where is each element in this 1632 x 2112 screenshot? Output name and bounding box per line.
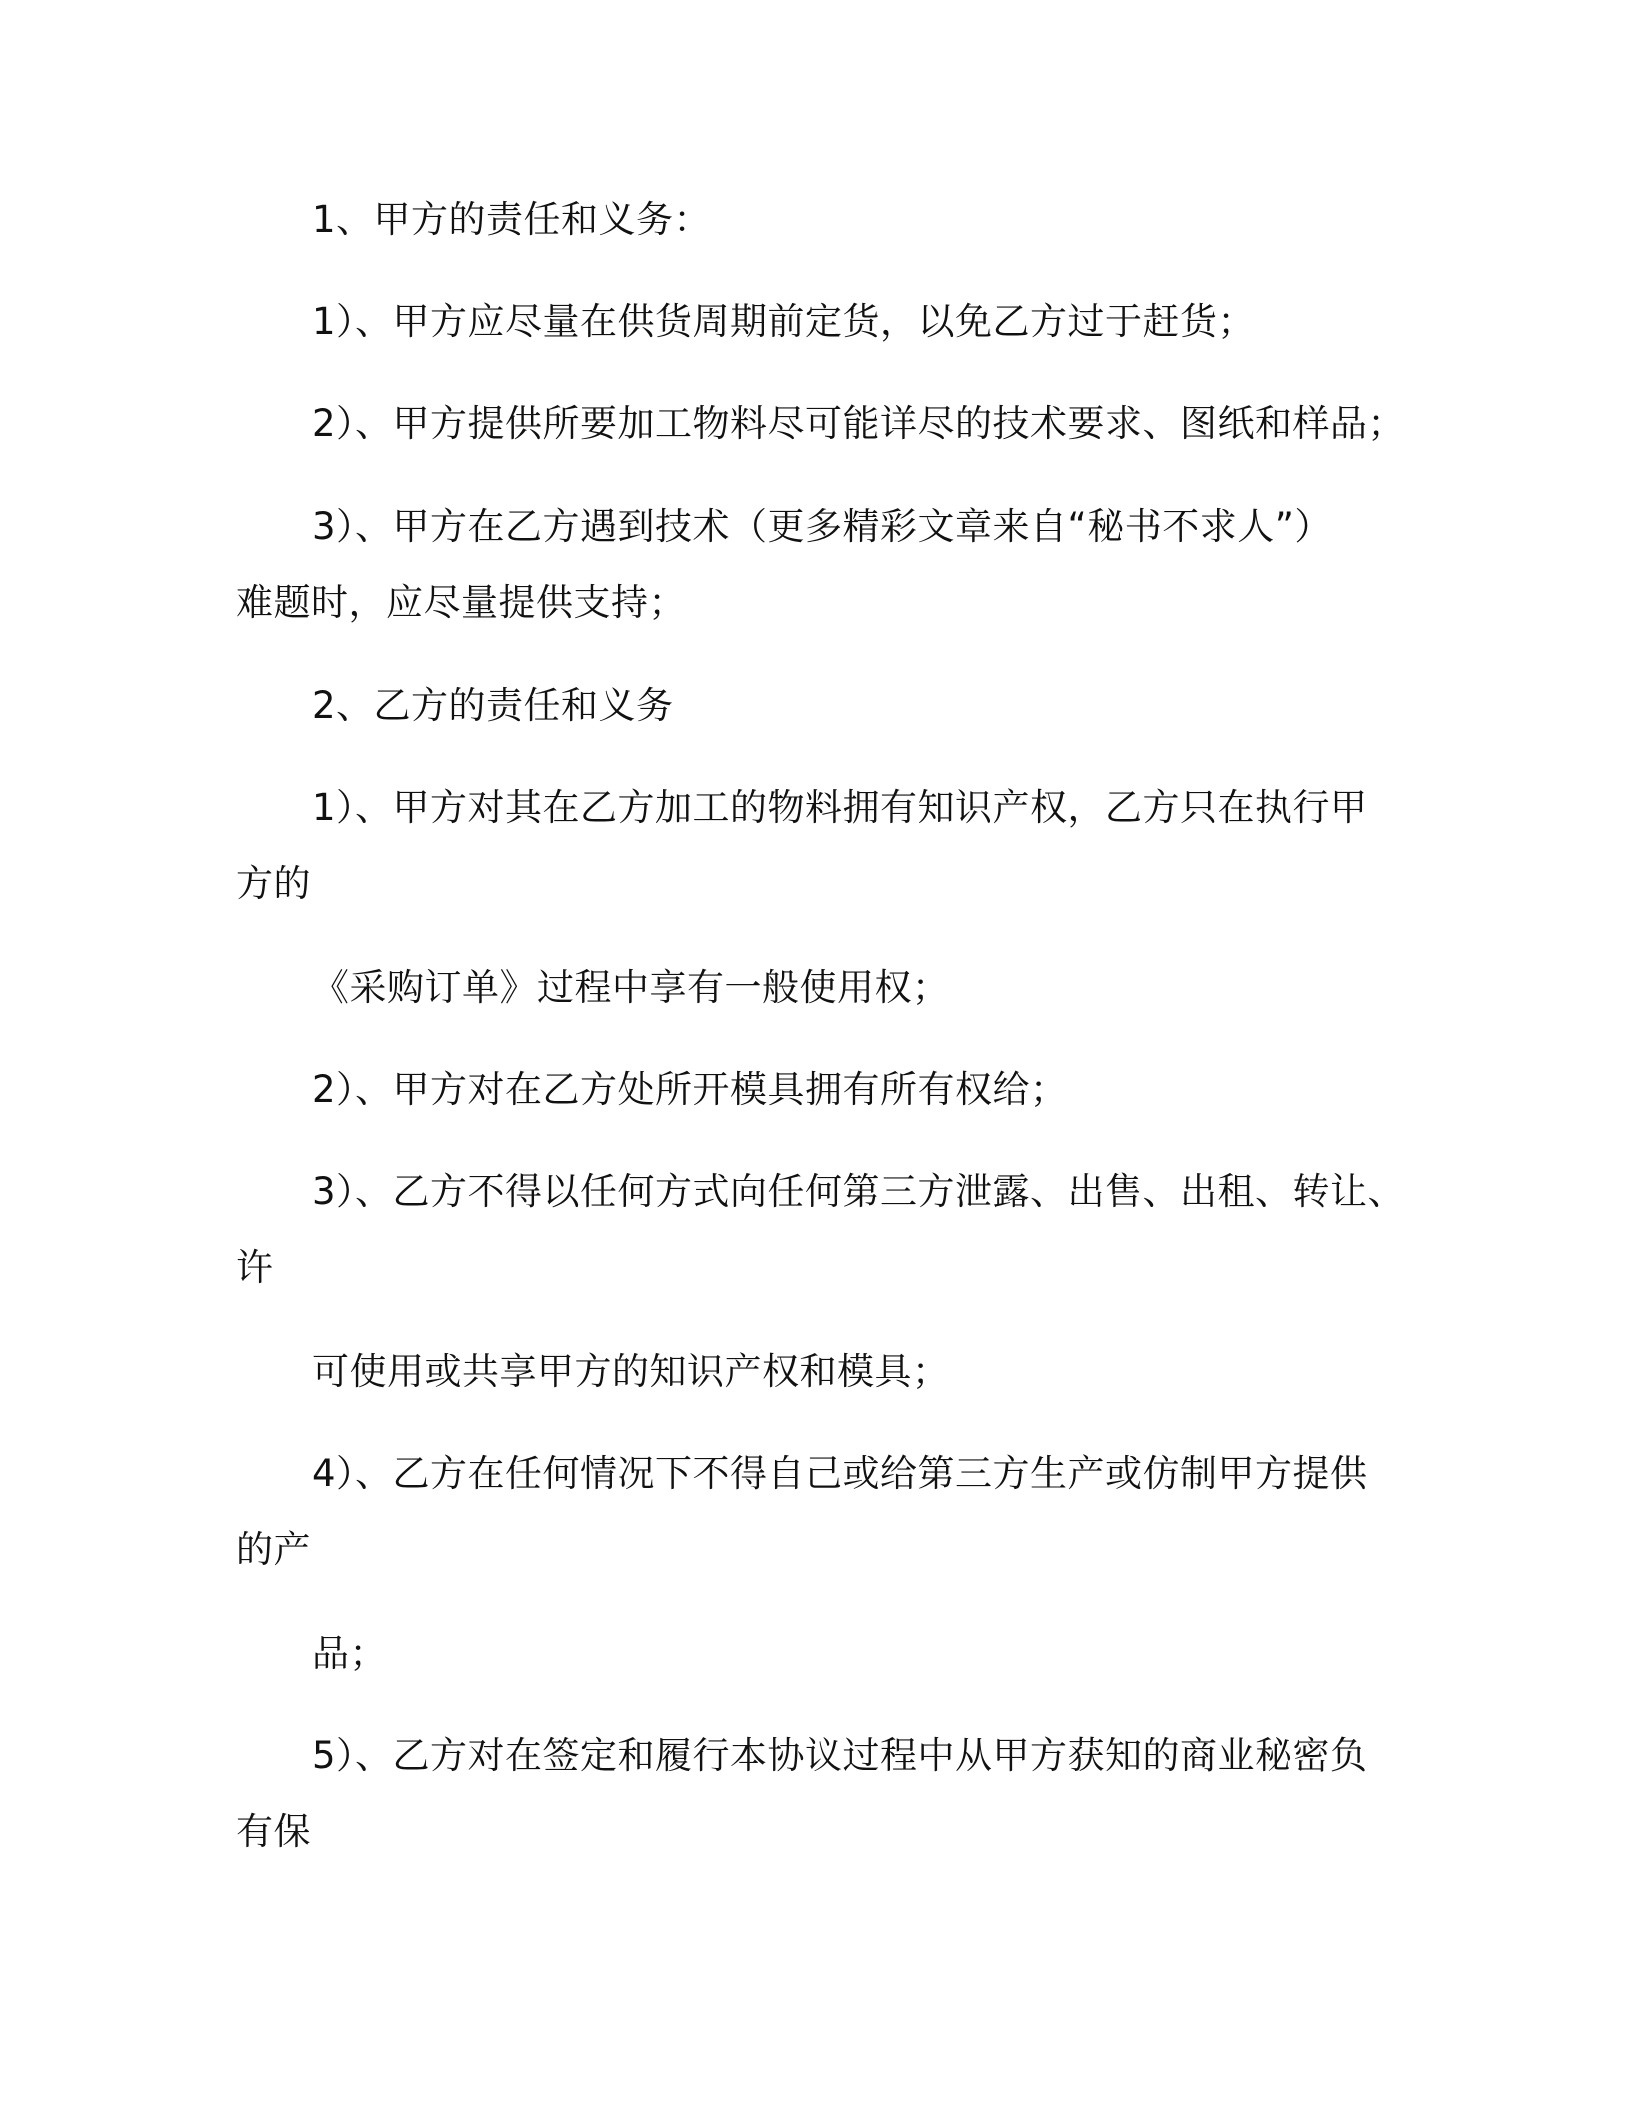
paragraph-line: 许 [236,1246,274,1289]
paragraph-line: 2）、甲方对在乙方处所开模具拥有所有权给； [312,1068,1068,1111]
paragraph-line: 4）、乙方在任何情况下不得自己或给第三方生产或仿制甲方提供 [312,1452,1368,1495]
paragraph-line: 有保 [236,1810,311,1853]
paragraph-line: 难题时，应尽量提供支持； [236,581,686,624]
paragraph-line: 3）、乙方不得以任何方式向任何第三方泄露、出售、出租、转让、 [312,1170,1406,1213]
paragraph-line: 1）、甲方对其在乙方加工的物料拥有知识产权，乙方只在执行甲 [312,786,1368,829]
paragraph-line: 1）、甲方应尽量在供货周期前定货，以免乙方过于赶货； [312,300,1256,343]
paragraph-line: 可使用或共享甲方的知识产权和模具； [312,1350,950,1393]
paragraph-line: 3）、甲方在乙方遇到技术（更多精彩文章来自“秘书不求人”） [312,505,1332,548]
paragraph-line: 《采购订单》过程中享有一般使用权； [312,966,950,1009]
paragraph-line: 5）、乙方对在签定和履行本协议过程中从甲方获知的商业秘密负 [312,1734,1368,1777]
paragraph-line: 2）、甲方提供所要加工物料尽可能详尽的技术要求、图纸和样品； [312,402,1406,445]
section-heading-party-a: 1、甲方的责任和义务： [312,198,712,241]
paragraph-line: 方的 [236,862,311,905]
paragraph-line: 的产 [236,1528,311,1571]
paragraph-line: 品； [312,1632,387,1675]
section-heading-party-b: 2、乙方的责任和义务 [312,684,674,727]
